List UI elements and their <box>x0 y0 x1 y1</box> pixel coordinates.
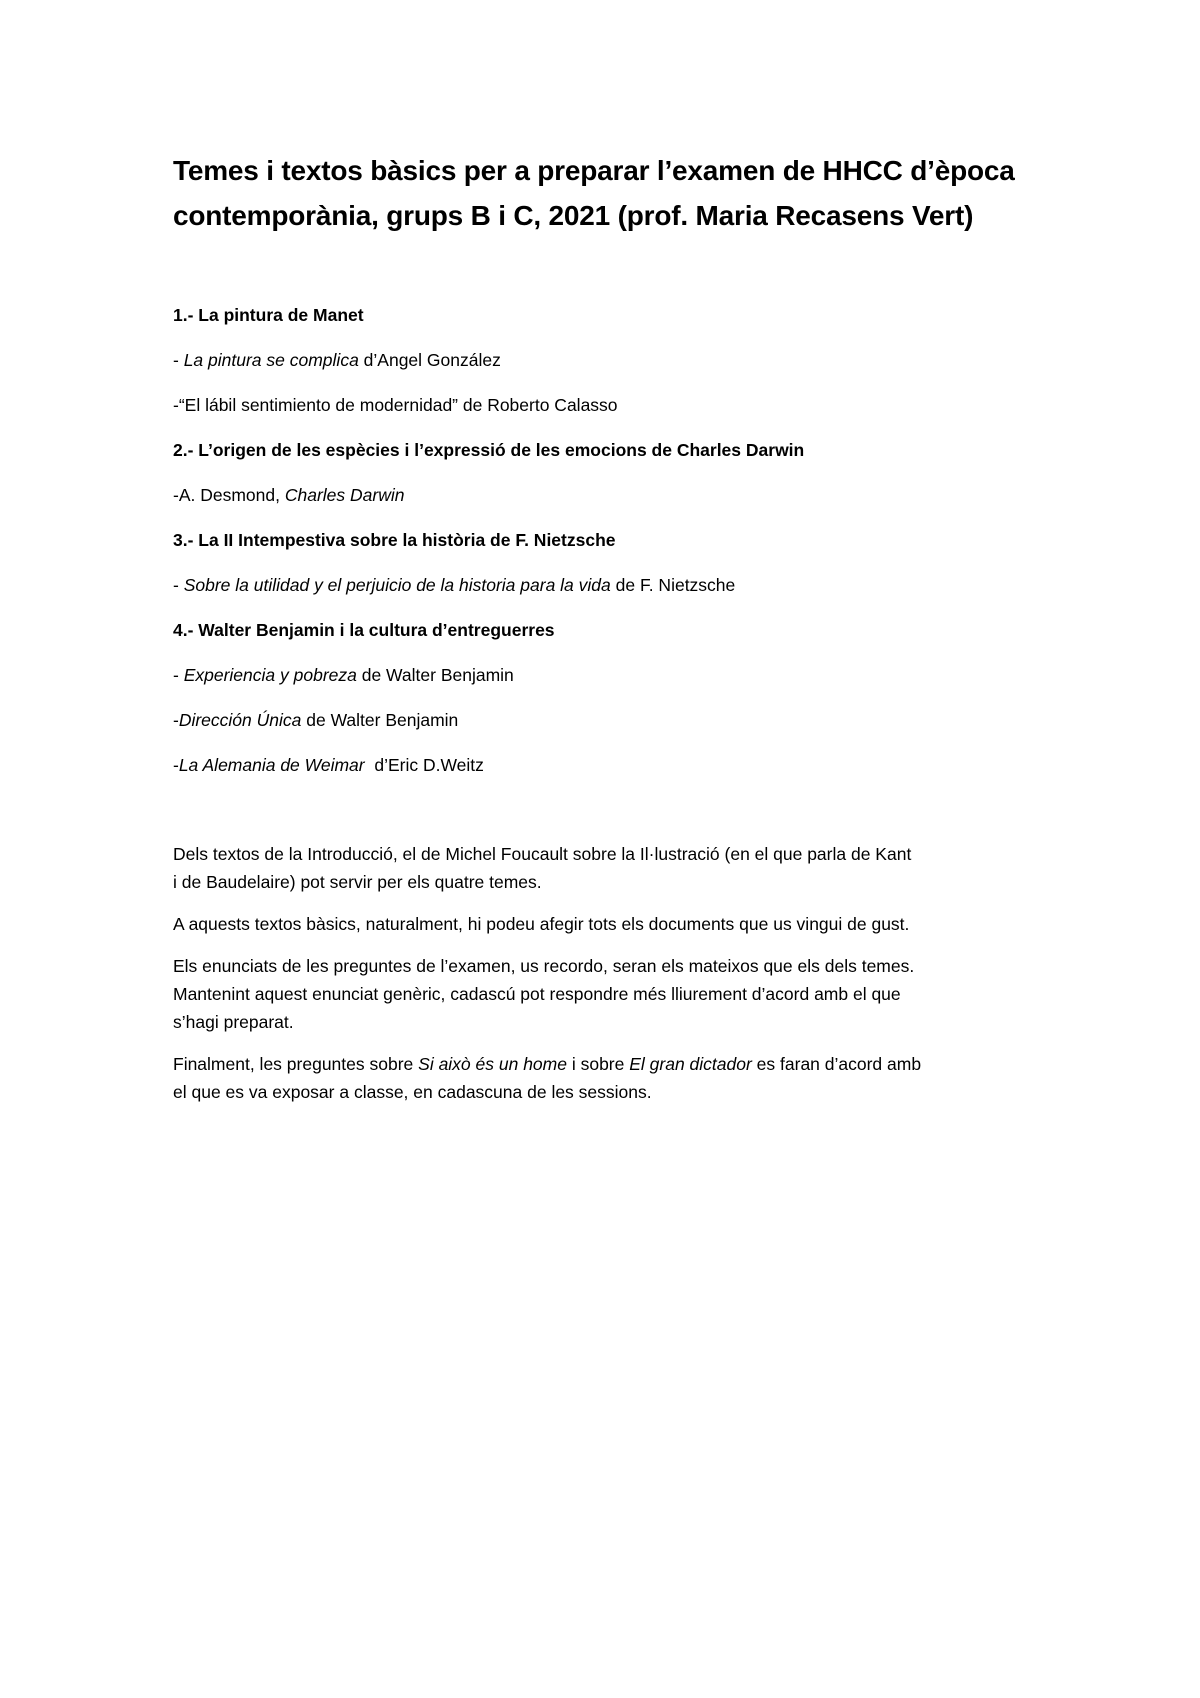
section-heading-2: 2.- L’origen de les espècies i l’expressió de les emocions de Charles Darwin <box>173 440 805 460</box>
reference-author: de F. Nietzsche <box>610 575 736 595</box>
reference-title: Charles Darwin <box>284 485 405 505</box>
reference-text: - <box>173 755 179 775</box>
reference-item <box>173 348 1053 372</box>
reference-title: La Alemania de Weimar <box>178 755 365 775</box>
paragraph-final <box>173 1050 1053 1106</box>
reference-item <box>173 753 1053 777</box>
reference-text: - <box>173 665 184 685</box>
reference-author: de Walter Benjamin <box>301 710 459 730</box>
reference-item <box>173 483 1053 507</box>
paragraph-line: el que es va exposar a classe, en cadascuna de les sessions. <box>173 1082 652 1102</box>
paragraph-exam-questions <box>173 952 1053 1036</box>
reference-text: - <box>173 575 184 595</box>
title-line-1: Temes i textos bàsics per a preparar l’examen de HHCC d’època <box>173 155 1015 186</box>
reference-author: d’Angel González <box>358 350 501 370</box>
paragraph-text: es faran d’acord amb <box>751 1054 922 1074</box>
document-title <box>173 148 1053 238</box>
reference-title: Dirección Única <box>178 710 302 730</box>
paragraph-text: i sobre <box>566 1054 630 1074</box>
paragraph-line: Dels textos de la Introducció, el de Michel Foucault sobre la Il·lustració (en el que parla de Kant <box>173 844 912 864</box>
section-heading-1: 1.- La pintura de Manet <box>173 305 364 325</box>
reference-text: - <box>173 350 184 370</box>
paragraph-introduction <box>173 840 1053 896</box>
paragraph-line: s’hagi preparat. <box>173 1012 294 1032</box>
reference-title: Experiencia y pobreza <box>183 665 357 685</box>
section-heading-4: 4.- Walter Benjamin i la cultura d’entreguerres <box>173 620 555 640</box>
section-heading-3: 3.- La II Intempestiva sobre la història de F. Nietzsche <box>173 530 616 550</box>
paragraph-line: Mantenint aquest enunciat genèric, cadascú pot respondre més lliurement d’acord amb el que <box>173 984 901 1004</box>
reference-item <box>173 708 1053 732</box>
reference-text: -A. Desmond, <box>173 485 285 505</box>
reference-title: Sobre la utilidad y el perjuicio de la historia para la vida <box>183 575 611 595</box>
title-line-2: contemporània, grups B i C, 2021 (prof. Maria Recasens Vert) <box>173 200 974 231</box>
paragraph-additional-documents <box>173 910 1053 938</box>
spacer <box>173 798 1053 840</box>
reference-item <box>173 393 1053 417</box>
reference-author: de Walter Benjamin <box>356 665 514 685</box>
reference-title: La pintura se complica <box>183 350 359 370</box>
paragraph-line: Els enunciats de les preguntes de l’examen, us recordo, seran els mateixos que els dels temes. <box>173 956 915 976</box>
reference-text: - <box>173 710 179 730</box>
reference-item <box>173 663 1053 687</box>
work-title: El gran dictador <box>629 1054 752 1074</box>
reference-author: d’Eric D.Weitz <box>364 755 484 775</box>
reference-text: -“El lábil sentimiento de modernidad” de Roberto Calasso <box>173 395 618 415</box>
paragraph-line: A aquests textos bàsics, naturalment, hi podeu afegir tots els documents que us vingui de gust. <box>173 914 910 934</box>
document-body <box>173 148 1053 1120</box>
paragraph-line: i de Baudelaire) pot servir per els quatre temes. <box>173 872 542 892</box>
work-title: Si això és un home <box>418 1054 567 1074</box>
paragraph-text: Finalment, les preguntes sobre <box>173 1054 419 1074</box>
reference-item <box>173 573 1053 597</box>
